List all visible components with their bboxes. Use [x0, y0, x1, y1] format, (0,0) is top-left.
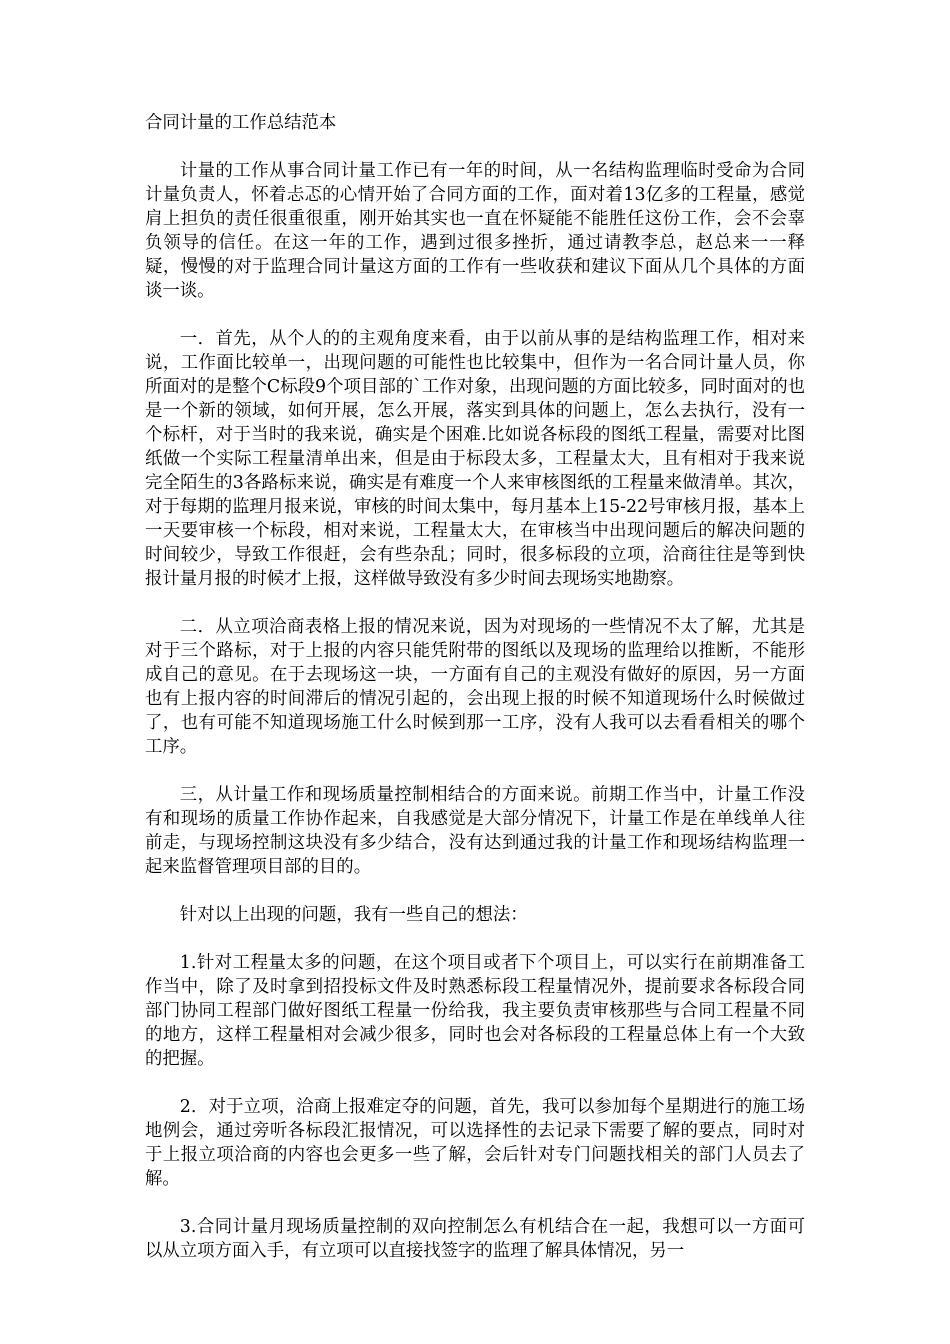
idea-two-paragraph: 2．对于立项，洽商上报难定夺的问题，首先，我可以参加每个星期进行的施工场地例会，通过旁听各标段汇报情况，可以选择性的去记录下需要了解的要点，同时对于上报立项洽商的内容也会更多一些了解，会后针对专门问题找相关的部门人员去了解。 — [145, 1097, 805, 1189]
document-body — [145, 111, 805, 1287]
section-three-paragraph: 三，从计量工作和现场质量控制相结合的方面来说。前期工作当中，计量工作没有和现场的质量工作协作起来，自我感觉是大部分情况下，计量工作是在单线单人往前走，与现场控制这块没有多少结合，没有达到通过我的计量工作和现场结构监理一起来监督管理项目部的目的。 — [145, 785, 805, 877]
section-one-paragraph: 一．首先，从个人的的主观角度来看，由于以前从事的是结构监理工作，相对来说，工作面比较单一，出现问题的可能性也比较集中，但作为一名合同计量人员，你所面对的是整个C标段9个项目部的`工作对象，出现问题的方面比较多，同时面对的也是一个新的领域，如何开展，怎么开展，落实到具体的问题上，怎么去执行，没有一个标杆，对于当时的我来说，确实是个困难.比如说各标段的图纸工程量，需要对比图纸做一个实际工程量清单出来，但是由于标段太多，工程量太大，且有相对于我来说完全陌生的3各路标来说，确实是有难度一个人来审核图纸的工程量来做清单。其次，对于每期的监理月报来说，审核的时间太集中，每月基本上15-22号审核月报，基本上一天要审核一个标段，相对来说，工程量太大，在审核当中出现问题后的解决问题的时间较少，导致工作很赶，会有些杂乱；同时，很多标段的立项，洽商往往是等到快报计量月报的时候才上报，这样做导致没有多少时间去现场实地勘察。 — [145, 329, 805, 589]
idea-three-paragraph: 3.合同计量月现场质量控制的双向控制怎么有机结合在一起，我想可以一方面可以从立项方面入手，有立项可以直接找签字的监理了解具体情况，另一 — [145, 1217, 805, 1261]
section-two-paragraph: 二．从立项洽商表格上报的情况来说，因为对现场的一些情况不太了解，尤其是对于三个路标，对于上报的内容只能凭附带的图纸以及现场的监理给以推断，不能形成自己的意见。在于去现场这一块，一方面有自己的主观没有做好的原因，另一方面也有上报内容的时间滞后的情况引起的，会出现上报的时候不知道现场什么时候做过了，也有可能不知道现场施工什么时候到那一工序，没有人我可以去看看相关的哪个工序。 — [145, 617, 805, 757]
idea-one-paragraph: 1.针对工程量太多的问题，在这个项目或者下个项目上，可以实行在前期准备工作当中，除了及时拿到招投标文件及时熟悉标段工程量情况外，提前要求各标段合同部门协同工程部门做好图纸工程量一份给我，我主要负责审核那些与合同工程量不同的地方，这样工程量相对会减少很多，同时也会对各标段的工程量总体上有一个大致的把握。 — [145, 953, 805, 1069]
document-title: 合同计量的工作总结范本 — [145, 113, 337, 133]
intro-paragraph: 计量的工作从事合同计量工作已有一年的时间，从一名结构监理临时受命为合同计量负责人，怀着忐忑的心情开始了合同方面的工作，面对着13亿多的工程量，感觉肩上担负的责任很重很重，刚开始其实也一直在怀疑能不能胜任这份工作，会不会辜负领导的信任。在这一年的工作，遇到过很多挫折，通过请教李总，赵总来一一释疑，慢慢的对于监理合同计量这方面的工作有一些收获和建议下面从几个具体的方面谈一谈。 — [145, 161, 805, 301]
ideas-intro-paragraph: 针对以上出现的问题，我有一些自己的想法： — [179, 905, 528, 925]
